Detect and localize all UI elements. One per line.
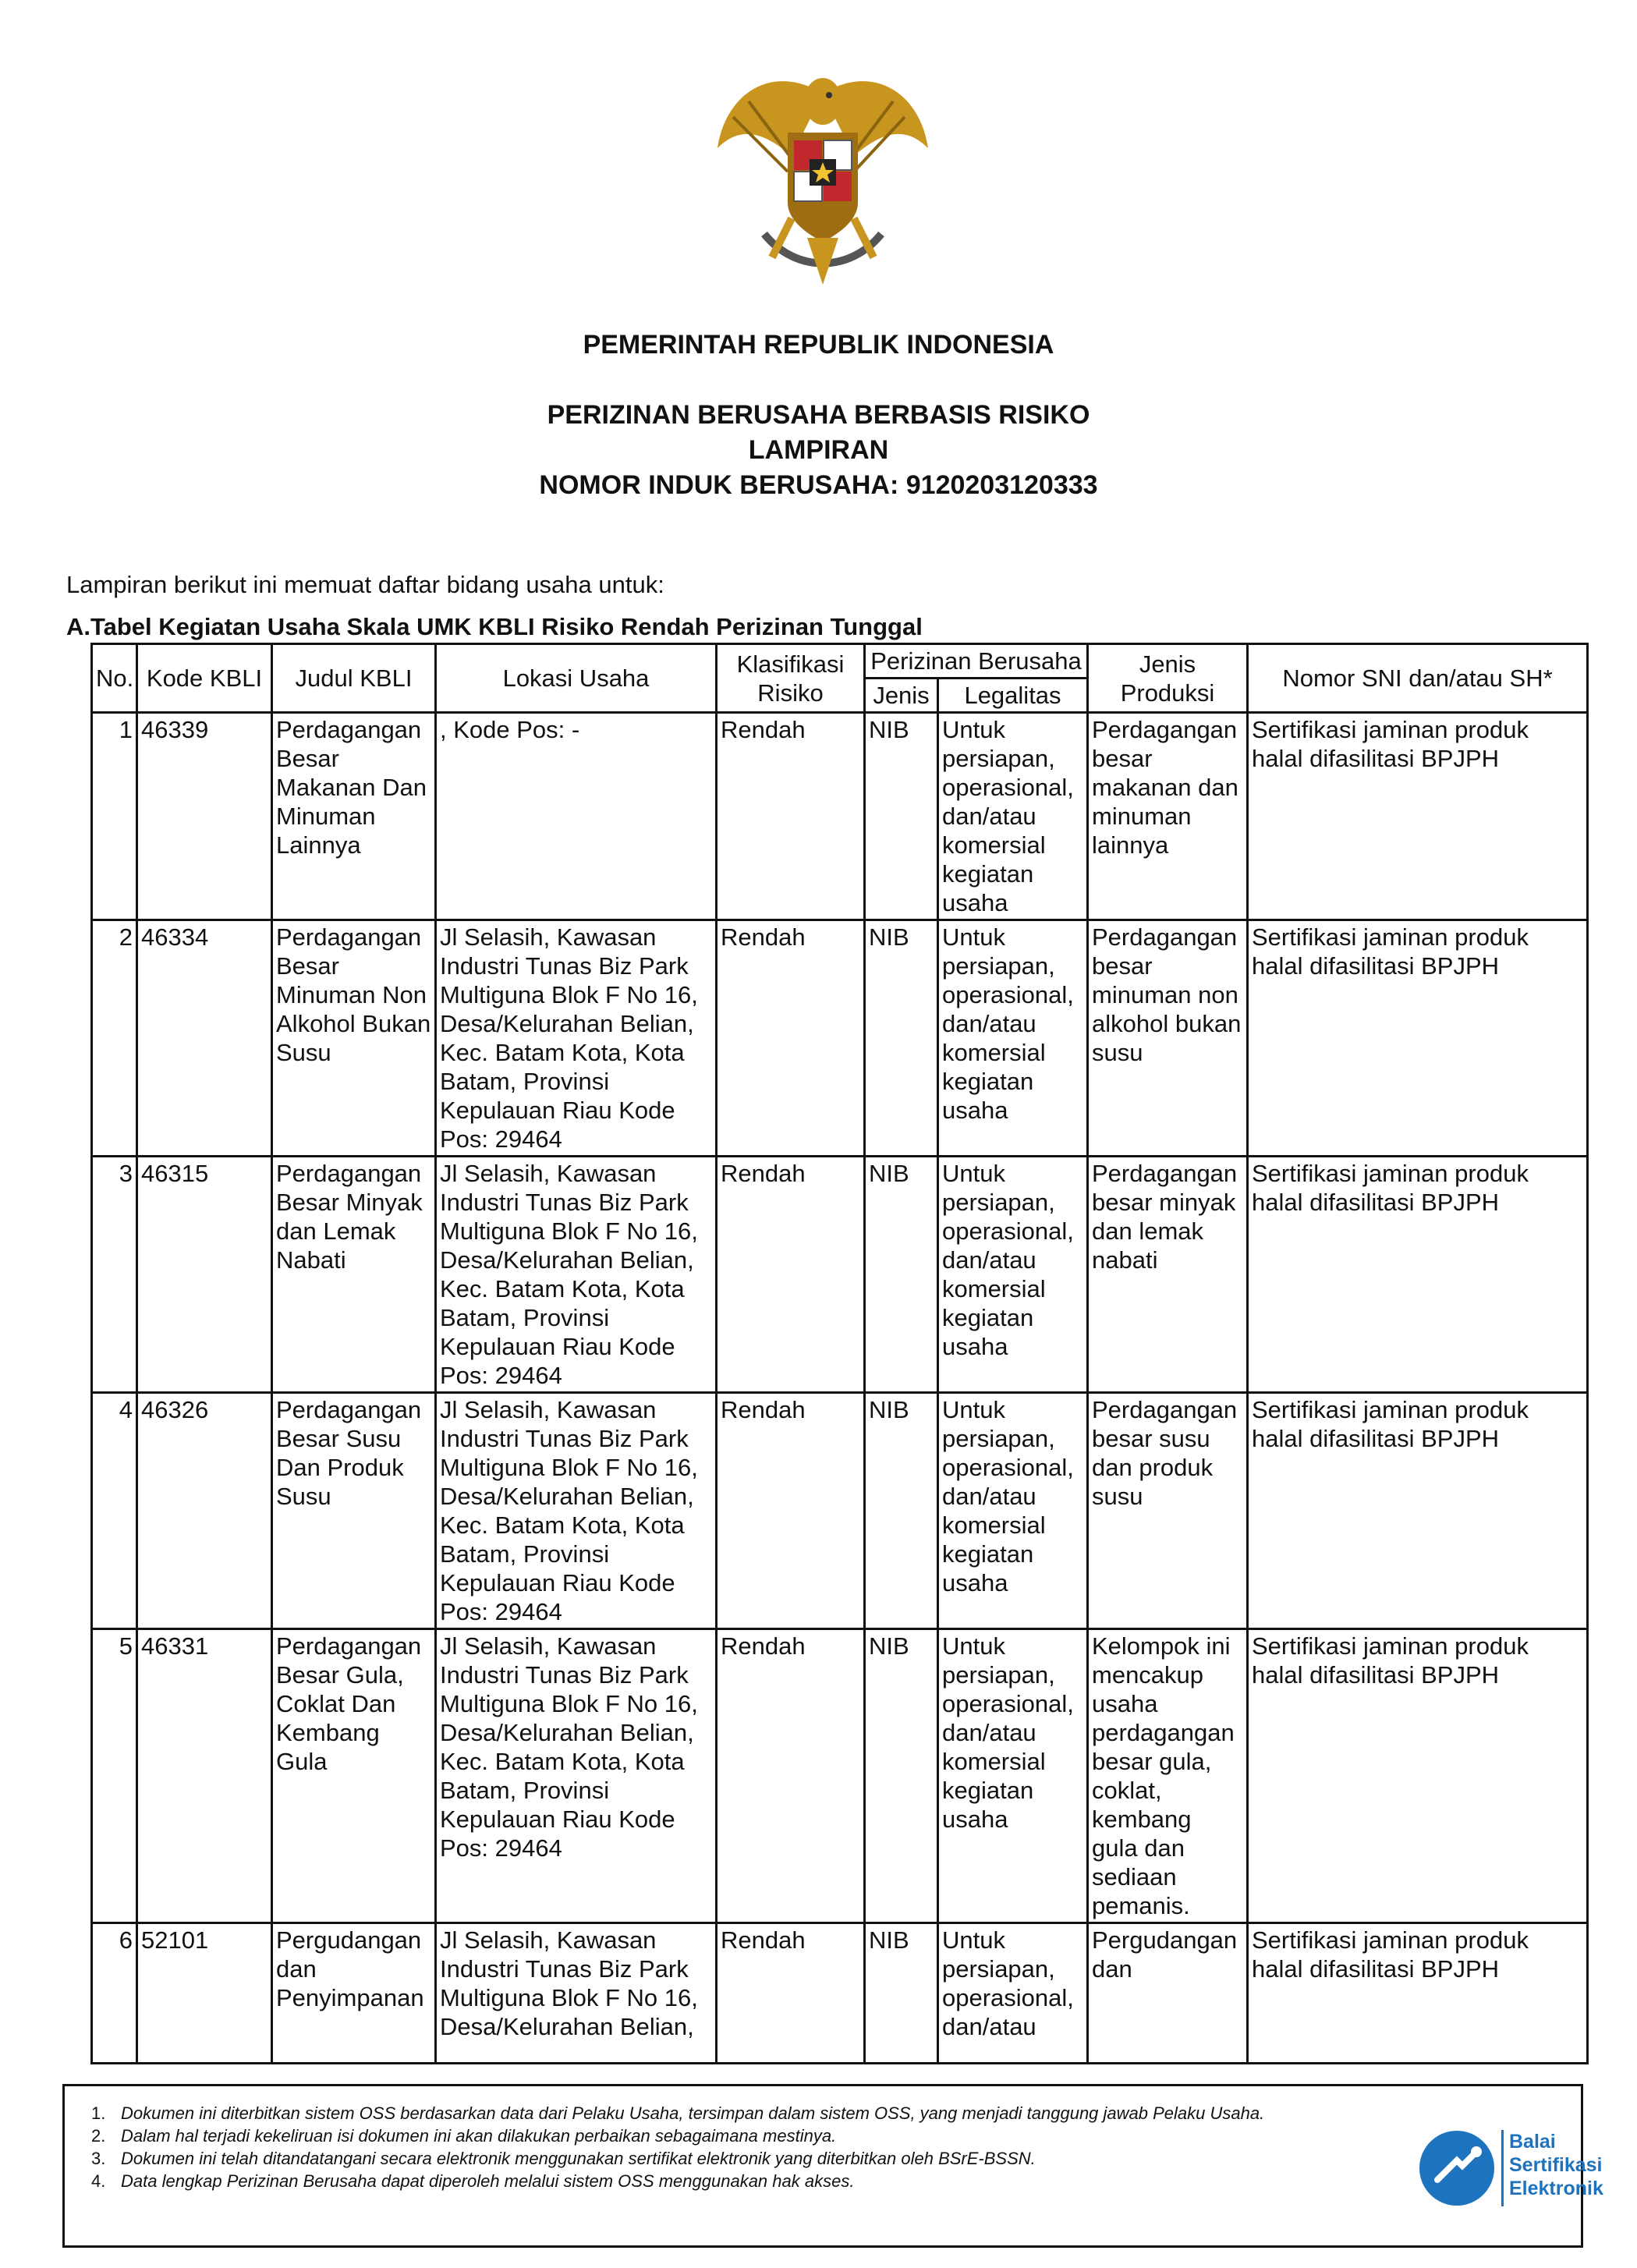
cell-klasifikasi-risiko: Rendah	[717, 713, 865, 920]
header-legalitas: Legalitas	[938, 679, 1088, 713]
cell-klasifikasi-risiko: Rendah	[717, 1923, 865, 2064]
cell-jenis-produksi: Pergudangan dan	[1088, 1923, 1248, 2064]
table-row	[92, 1157, 1588, 1393]
note-item	[76, 2102, 1355, 2124]
cell-kode-kbli: 46326	[137, 1393, 272, 1629]
header-lokasi-usaha: Lokasi Usaha	[436, 644, 717, 713]
note-number: 4.	[91, 2171, 106, 2191]
notes-list	[76, 2102, 1355, 2192]
cell-lokasi-usaha: Jl Selasih, Kawasan Industri Tunas Biz Park Multiguna Blok F No 16, Desa/Kelurahan Belian, Kec. Batam Kota, Kota Batam, Provinsi Kepulauan Riau Kode Pos: 29464	[436, 920, 717, 1157]
bsre-line-3: Elektronik	[1509, 2178, 1603, 2199]
table-row	[92, 713, 1588, 920]
cell-jenis-produksi: Perdagangan besar minuman non alkohol bukan susu	[1088, 920, 1248, 1157]
cell-legalitas: Untuk persiapan, operasional, dan/atau komersial kegiatan usaha	[938, 1629, 1088, 1923]
note-text: Dokumen ini telah ditandatangani secara elektronik menggunakan sertifikat elektronik yang diterbitkan oleh BSrE-BSSN.	[121, 2149, 1036, 2168]
footer-notes	[62, 2084, 1603, 2248]
cell-legalitas: Untuk persiapan, operasional, dan/atau komersial kegiatan usaha	[938, 920, 1088, 1157]
cell-no: 6	[92, 1923, 137, 2064]
cell-kode-kbli: 52101	[137, 1923, 272, 2064]
government-title: PEMERINTAH REPUBLIK INDONESIA	[583, 330, 1054, 360]
cell-judul-kbli: Perdagangan Besar Makanan Dan Minuman Lainnya	[272, 713, 436, 920]
cell-nomor-sni: Sertifikasi jaminan produk halal difasilitasi BPJPH	[1248, 920, 1588, 1157]
garuda-emblem-icon	[718, 62, 928, 289]
note-number: 2.	[91, 2126, 106, 2146]
cell-jenis-produksi: Perdagangan besar minyak dan lemak nabati	[1088, 1157, 1248, 1393]
header-klasifikasi-risiko: Klasifikasi Risiko	[717, 644, 865, 713]
cell-no: 5	[92, 1629, 137, 1923]
header-nomor-sni: Nomor SNI dan/atau SH*	[1248, 644, 1588, 713]
cell-kode-kbli: 46334	[137, 920, 272, 1157]
cell-no: 4	[92, 1393, 137, 1629]
cell-jenis-produksi: Perdagangan besar susu dan produk susu	[1088, 1393, 1248, 1629]
document-title: PERIZINAN BERUSAHA BERBASIS RISIKO	[547, 400, 1090, 430]
cell-jenis: NIB	[865, 1157, 938, 1393]
cell-klasifikasi-risiko: Rendah	[717, 1157, 865, 1393]
header-kode-kbli: Kode KBLI	[137, 644, 272, 713]
cell-legalitas: Untuk persiapan, operasional, dan/atau komersial kegiatan usaha	[938, 713, 1088, 920]
cell-kode-kbli: 46315	[137, 1157, 272, 1393]
cell-jenis: NIB	[865, 1629, 938, 1923]
cell-legalitas: Untuk persiapan, operasional, dan/atau	[938, 1923, 1088, 2064]
cell-jenis-produksi: Kelompok ini mencakup usaha perdagangan besar gula, coklat, kembang gula dan sediaan pemanis.	[1088, 1629, 1248, 1923]
header-perizinan-berusaha: Perizinan Berusaha	[865, 644, 1088, 679]
table-row	[92, 1629, 1588, 1923]
note-number: 1.	[91, 2103, 106, 2123]
note-item	[76, 2147, 1355, 2170]
cell-jenis: NIB	[865, 1923, 938, 2064]
bsre-logo-text	[1509, 2130, 1603, 2200]
intro-text: Lampiran berikut ini memuat daftar bidang usaha untuk:	[66, 571, 664, 598]
note-item	[76, 2170, 1355, 2192]
cell-nomor-sni: Sertifikasi jaminan produk halal difasilitasi BPJPH	[1248, 713, 1588, 920]
cell-klasifikasi-risiko: Rendah	[717, 1629, 865, 1923]
table-row	[92, 920, 1588, 1157]
cell-jenis: NIB	[865, 920, 938, 1157]
cell-no: 1	[92, 713, 137, 920]
cell-nomor-sni: Sertifikasi jaminan produk halal difasilitasi BPJPH	[1248, 1157, 1588, 1393]
section-title: A.Tabel Kegiatan Usaha Skala UMK KBLI Risiko Rendah Perizinan Tunggal	[66, 613, 923, 640]
cell-legalitas: Untuk persiapan, operasional, dan/atau komersial kegiatan usaha	[938, 1393, 1088, 1629]
bsre-line-2: Sertifikasi	[1509, 2154, 1603, 2176]
cell-nomor-sni: Sertifikasi jaminan produk halal difasilitasi BPJPH	[1248, 1393, 1588, 1629]
cell-judul-kbli: Perdagangan Besar Minyak dan Lemak Nabati	[272, 1157, 436, 1393]
header-no: No.	[92, 644, 137, 713]
cell-jenis: NIB	[865, 1393, 938, 1629]
cell-judul-kbli: Perdagangan Besar Minuman Non Alkohol Bukan Susu	[272, 920, 436, 1157]
header-jenis-produksi: Jenis Produksi	[1088, 644, 1248, 713]
note-number: 3.	[91, 2149, 106, 2168]
note-text: Data lengkap Perizinan Berusaha dapat diperoleh melalui sistem OSS menggunakan hak akses.	[121, 2171, 855, 2191]
cell-no: 2	[92, 920, 137, 1157]
cell-nomor-sni: Sertifikasi jaminan produk halal difasilitasi BPJPH	[1248, 1923, 1588, 2064]
cell-lokasi-usaha: Jl Selasih, Kawasan Industri Tunas Biz Park Multiguna Blok F No 16, Desa/Kelurahan Belian, Kec. Batam Kota, Kota Batam, Provinsi Kepulauan Riau Kode Pos: 29464	[436, 1629, 717, 1923]
cell-kode-kbli: 46339	[137, 713, 272, 920]
table-cut-off	[86, 2070, 1595, 2082]
cell-nomor-sni: Sertifikasi jaminan produk halal difasilitasi BPJPH	[1248, 1629, 1588, 1923]
cell-lokasi-usaha: Jl Selasih, Kawasan Industri Tunas Biz Park Multiguna Blok F No 16, Desa/Kelurahan Belian,	[436, 1923, 717, 2064]
note-text: Dokumen ini diterbitkan sistem OSS berdasarkan data dari Pelaku Usaha, tersimpan dalam sistem OSS, yang menjadi tanggung jawab Pelaku Usaha.	[121, 2103, 1265, 2123]
cell-no: 3	[92, 1157, 137, 1393]
cell-lokasi-usaha: , Kode Pos: -	[436, 713, 717, 920]
header-jenis: Jenis	[865, 679, 938, 713]
cell-lokasi-usaha: Jl Selasih, Kawasan Industri Tunas Biz Park Multiguna Blok F No 16, Desa/Kelurahan Belian, Kec. Batam Kota, Kota Batam, Provinsi Kepulauan Riau Kode Pos: 29464	[436, 1157, 717, 1393]
kbli-table	[90, 643, 1589, 2064]
cell-kode-kbli: 46331	[137, 1629, 272, 1923]
cell-legalitas: Untuk persiapan, operasional, dan/atau komersial kegiatan usaha	[938, 1157, 1088, 1393]
cell-jenis: NIB	[865, 713, 938, 920]
table-row	[92, 1393, 1588, 1629]
cell-judul-kbli: Perdagangan Besar Gula, Coklat Dan Kembang Gula	[272, 1629, 436, 1923]
table-row	[92, 1923, 1588, 2064]
cell-klasifikasi-risiko: Rendah	[717, 1393, 865, 1629]
note-item	[76, 2124, 1355, 2147]
header-judul-kbli: Judul KBLI	[272, 644, 436, 713]
cell-jenis-produksi: Perdagangan besar makanan dan minuman lainnya	[1088, 713, 1248, 920]
cell-judul-kbli: Perdagangan Besar Susu Dan Produk Susu	[272, 1393, 436, 1629]
document-subtitle: LAMPIRAN	[748, 435, 889, 465]
cell-judul-kbli: Pergudangan dan Penyimpanan	[272, 1923, 436, 2064]
nib-number: NOMOR INDUK BERUSAHA: 9120203120333	[539, 470, 1098, 500]
bsre-line-1: Balai	[1509, 2131, 1556, 2153]
cell-lokasi-usaha: Jl Selasih, Kawasan Industri Tunas Biz Park Multiguna Blok F No 16, Desa/Kelurahan Belian, Kec. Batam Kota, Kota Batam, Provinsi Kepulauan Riau Kode Pos: 29464	[436, 1393, 717, 1629]
note-text: Dalam hal terjadi kekeliruan isi dokumen ini akan dilakukan perbaikan sebagaimana mestinya.	[121, 2126, 837, 2146]
cell-klasifikasi-risiko: Rendah	[717, 920, 865, 1157]
